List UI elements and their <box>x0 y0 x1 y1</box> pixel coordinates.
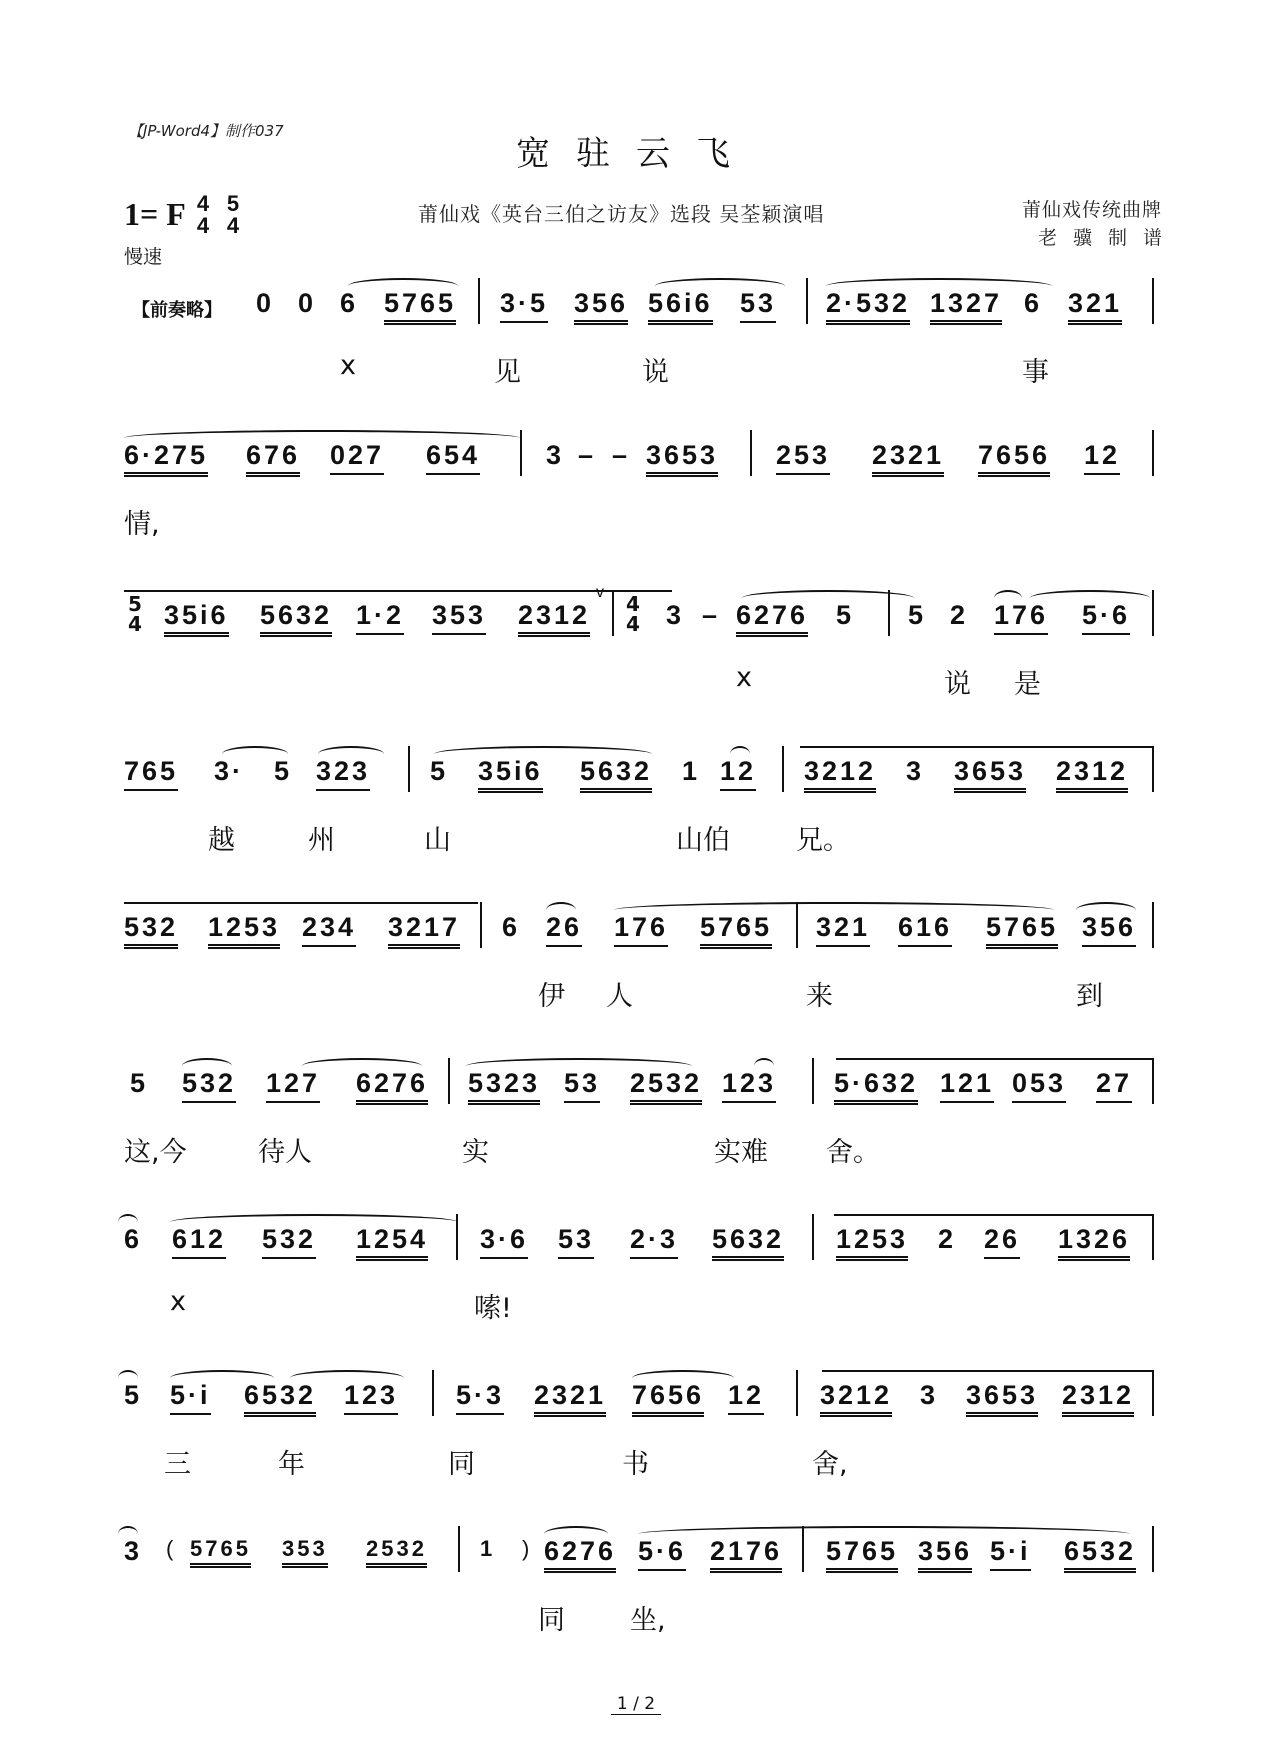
note: 5632 <box>260 600 332 637</box>
lyric: 兄。 <box>796 825 850 856</box>
barline <box>408 746 410 792</box>
note: 5 <box>274 756 293 786</box>
key-signature: 1= F <box>124 196 186 232</box>
barline <box>1152 1058 1154 1104</box>
note: 2312 <box>1056 756 1128 793</box>
barline <box>812 1058 814 1104</box>
note: 2 <box>938 1224 957 1254</box>
note: 5765 <box>190 1536 251 1568</box>
note: 35i6 <box>478 756 543 793</box>
note: 56i6 <box>648 288 713 325</box>
lyric: 年 <box>278 1449 305 1480</box>
note: 5765 <box>700 912 772 949</box>
note: 1254 <box>356 1224 428 1261</box>
lyric: 待人 <box>258 1137 312 1168</box>
note: 3 <box>546 440 565 470</box>
barline <box>796 1370 798 1416</box>
barline <box>478 278 480 324</box>
lyric: 同 <box>538 1605 565 1636</box>
barline <box>796 902 798 948</box>
lyric: 舍。 <box>826 1137 880 1168</box>
barline <box>448 1058 450 1104</box>
tempo-marking: 慢速 <box>124 246 163 268</box>
lyric: 来 <box>806 981 833 1012</box>
barline <box>1152 1526 1154 1572</box>
lyric: x <box>340 350 356 381</box>
breath-mark: v <box>596 584 607 601</box>
note: 356 <box>1082 912 1136 947</box>
note: 3212 <box>804 756 876 793</box>
note: 353 <box>432 600 486 635</box>
note: 7656 <box>978 440 1050 477</box>
maker-credit: 【JP-Word4】制作037 <box>128 122 284 140</box>
note: 3217 <box>388 912 460 949</box>
lyric: 到 <box>1076 981 1103 1012</box>
note: 2321 <box>872 440 944 477</box>
paren-open: ( <box>166 1536 177 1561</box>
note: 5 <box>430 756 449 786</box>
barline <box>612 590 614 636</box>
note: 532 <box>182 1068 236 1103</box>
note: 3 <box>124 1536 143 1566</box>
note: 0 <box>256 288 275 318</box>
note: 532 <box>262 1224 316 1259</box>
barline <box>458 1526 460 1572</box>
note: 2312 <box>518 600 590 637</box>
lyric: 实 <box>462 1137 489 1168</box>
subtitle: 莆仙戏《英台三伯之访友》选段 吴荃颖演唱 <box>418 202 825 226</box>
lyric: x <box>170 1286 186 1317</box>
note: 5·6 <box>1082 600 1130 635</box>
note: 6 <box>502 912 521 942</box>
lyric: 见 <box>494 357 521 388</box>
barline <box>806 278 808 324</box>
time-signature: 4 4 <box>626 592 640 636</box>
note: 2532 <box>630 1068 702 1105</box>
composer-line-1: 莆仙戏传统曲牌 <box>1021 199 1162 221</box>
barline <box>1152 590 1154 636</box>
lyric: 说 <box>642 357 669 388</box>
lyric: 坐, <box>630 1605 666 1636</box>
note: 3 <box>920 1380 939 1410</box>
note: 12 <box>1084 440 1120 475</box>
barline <box>802 1526 804 1572</box>
note: 6276 <box>736 600 808 637</box>
score-title: 宽驻云飞 <box>516 134 756 174</box>
note: 321 <box>816 912 870 947</box>
note: 353 <box>282 1536 328 1568</box>
note: 765 <box>124 756 178 791</box>
note: 234 <box>302 912 356 947</box>
note: 323 <box>316 756 370 791</box>
score-line-5 <box>0 902 1272 1042</box>
lyric: 事 <box>1022 357 1049 388</box>
note: 6 <box>1024 288 1043 318</box>
barline <box>480 902 482 948</box>
note: 1253 <box>836 1224 908 1261</box>
barline <box>888 590 890 636</box>
note: 2312 <box>1062 1380 1134 1417</box>
lyric: 实难 <box>714 1137 768 1168</box>
note: 5 <box>124 1380 143 1410</box>
barline <box>1152 1370 1154 1416</box>
note: 123 <box>722 1068 776 1103</box>
note: 027 <box>330 440 384 475</box>
time-signature: 5 4 <box>128 592 142 636</box>
barline <box>520 430 522 476</box>
lyric: 州 <box>308 825 335 856</box>
score-line-4 <box>0 746 1272 886</box>
lyric: 舍, <box>812 1449 848 1480</box>
note: 6 <box>340 288 359 318</box>
note: 5 <box>908 600 927 630</box>
note: 5·i <box>990 1536 1031 1571</box>
note: 5·i <box>170 1380 211 1415</box>
note: 1326 <box>1058 1224 1130 1261</box>
barline <box>456 1214 458 1260</box>
lyric: 山伯 <box>676 825 730 856</box>
note: 26 <box>546 912 582 947</box>
lyric: 书 <box>622 1449 649 1480</box>
note: 12 <box>720 756 756 791</box>
note: 3·6 <box>480 1224 528 1259</box>
note: 176 <box>614 912 668 947</box>
note: 123 <box>344 1380 398 1415</box>
note: 1 <box>682 756 701 786</box>
note: 5323 <box>468 1068 540 1105</box>
lyric: 人 <box>606 981 633 1012</box>
lyric: x <box>736 662 752 693</box>
note: 0 <box>298 288 317 318</box>
note: 3· <box>214 756 245 786</box>
note: 5·3 <box>456 1380 504 1415</box>
note: 5632 <box>712 1224 784 1261</box>
note: 3 <box>906 756 925 786</box>
note: – <box>578 440 597 470</box>
lyric: 山 <box>424 825 451 856</box>
score-line-2 <box>0 430 1272 570</box>
score-line-9 <box>0 1526 1272 1666</box>
note: 3 <box>666 600 685 630</box>
lyric: 是 <box>1014 669 1041 700</box>
note: 253 <box>776 440 830 475</box>
note: 1·2 <box>356 600 404 635</box>
barline <box>1152 902 1154 948</box>
note: 1253 <box>208 912 280 949</box>
lyric: 说 <box>944 669 971 700</box>
lyric: 越 <box>208 825 235 856</box>
note: 53 <box>740 288 776 323</box>
barline <box>1152 746 1154 792</box>
note: 121 <box>940 1068 994 1103</box>
note: 3653 <box>954 756 1026 793</box>
barline <box>750 430 752 476</box>
lyric: 这,今 <box>124 1137 187 1168</box>
barline <box>812 1214 814 1260</box>
note: 3653 <box>646 440 718 477</box>
note: 2176 <box>710 1536 782 1573</box>
composer-credit <box>1021 196 1178 252</box>
note: 12 <box>728 1380 764 1415</box>
prelude-label: 【前奏略】 <box>132 300 222 321</box>
score-line-3 <box>0 584 1272 730</box>
note: 6·275 <box>124 440 208 477</box>
note: 356 <box>918 1536 972 1573</box>
note: 27 <box>1096 1068 1132 1103</box>
note: – <box>702 600 721 630</box>
note: 5·632 <box>834 1068 918 1105</box>
note: 35i6 <box>164 600 229 637</box>
note: 654 <box>426 440 480 475</box>
note: 321 <box>1068 288 1122 325</box>
score-line-7 <box>0 1214 1272 1354</box>
paren-close: ) <box>522 1536 533 1561</box>
note: 3212 <box>820 1380 892 1417</box>
score-line-1 <box>0 278 1272 418</box>
note: 5765 <box>826 1536 898 1573</box>
composer-line-2: 老骥制谱 <box>1037 227 1178 249</box>
note: 6276 <box>356 1068 428 1105</box>
note: 6276 <box>544 1536 616 1573</box>
barline <box>1152 278 1154 324</box>
note: 2532 <box>366 1536 427 1568</box>
note: 6532 <box>244 1380 316 1417</box>
barline <box>782 746 784 792</box>
lyric: 伊 <box>538 981 565 1012</box>
page-number-text: 1 / 2 <box>611 1694 661 1715</box>
lyric: 嗦! <box>474 1293 512 1324</box>
note: 356 <box>574 288 628 325</box>
note: 5765 <box>986 912 1058 949</box>
note: 2 <box>950 600 969 630</box>
note: 6532 <box>1064 1536 1136 1573</box>
barline <box>432 1370 434 1416</box>
note: 2321 <box>534 1380 606 1417</box>
note: 7656 <box>632 1380 704 1417</box>
score-line-6 <box>0 1058 1272 1198</box>
lyric: 三 <box>164 1449 191 1480</box>
note: 2·3 <box>630 1224 678 1259</box>
note: 1 <box>480 1536 496 1561</box>
note: 3653 <box>966 1380 1038 1417</box>
page-number <box>0 1694 1272 1714</box>
note: – <box>612 440 631 470</box>
note: 1327 <box>930 288 1002 325</box>
note: 127 <box>266 1068 320 1103</box>
note: 53 <box>564 1068 600 1103</box>
note: 676 <box>246 440 300 477</box>
note: 5765 <box>384 288 456 325</box>
lyric: 情, <box>124 509 160 540</box>
note: 3·5 <box>500 288 548 323</box>
note: 26 <box>984 1224 1020 1259</box>
note: 5 <box>836 600 855 630</box>
barline <box>1152 430 1154 476</box>
note: 5 <box>130 1068 149 1098</box>
note: 612 <box>172 1224 226 1259</box>
note: 532 <box>124 912 178 949</box>
time-signature-1: 4 4 <box>196 191 210 238</box>
note: 176 <box>994 600 1048 635</box>
note: 053 <box>1012 1068 1066 1103</box>
barline <box>1152 1214 1154 1260</box>
note: 5632 <box>580 756 652 793</box>
lyric: 同 <box>448 1449 475 1480</box>
note: 2·532 <box>826 288 910 325</box>
time-signature-2: 5 4 <box>226 191 240 238</box>
score-line-8 <box>0 1370 1272 1510</box>
note: 5·6 <box>638 1536 686 1571</box>
note: 53 <box>558 1224 594 1259</box>
note: 616 <box>898 912 952 947</box>
note: 6 <box>124 1224 143 1254</box>
